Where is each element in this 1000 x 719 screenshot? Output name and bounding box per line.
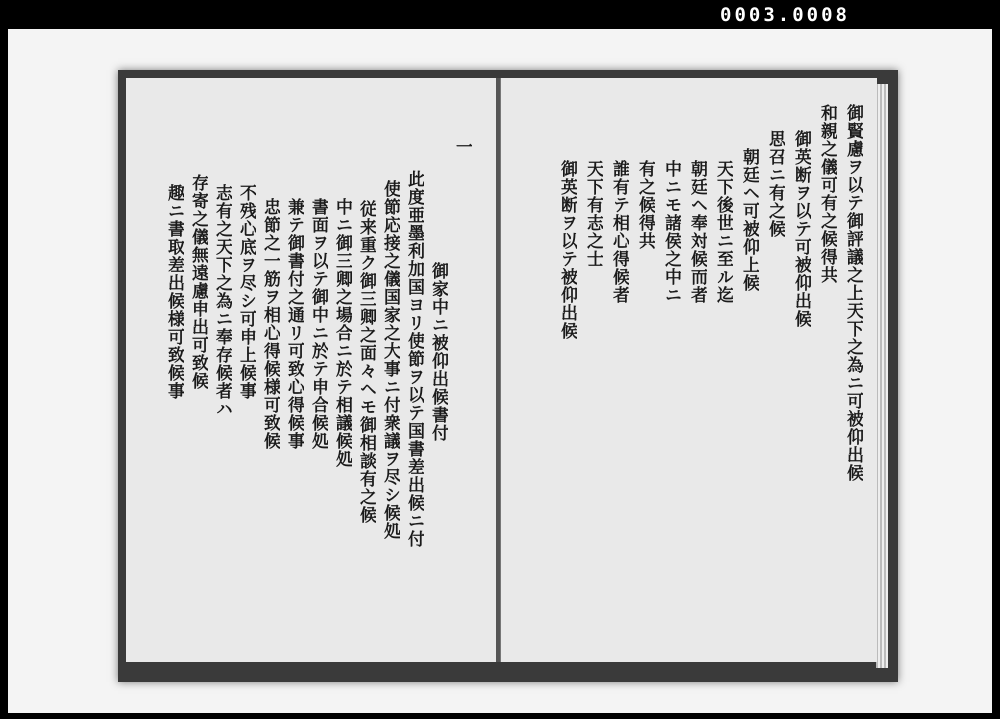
text-column: 朝廷ヘ奉対候而者 [687, 160, 707, 304]
text-column: 此度亜墨利加国ヨリ使節ヲ以テ国書差出候ニ付 [404, 170, 424, 548]
text-column: 中ニモ諸侯之中ニ [661, 160, 681, 304]
text-column: 御英断ヲ以テ被仰出候 [557, 160, 577, 340]
text-column: 使節応接之儀国家之大事ニ付衆議ヲ尽シ候処 [380, 180, 400, 540]
text-column: 忠節之一筋ヲ相心得候様可致候 [260, 198, 280, 450]
text-column: 御英断ヲ以テ可被仰出候 [791, 130, 811, 328]
right-page-text [511, 88, 863, 652]
left-page-text [144, 88, 472, 652]
text-column: 兼テ御書付之通リ可致心得候事 [284, 198, 304, 450]
text-column: 朝廷ヘ可被仰上候 [739, 148, 759, 292]
text-column: 御家中ニ被仰出候書付 [428, 262, 448, 442]
text-column: 趣ニ書取差出候様可致候事 [164, 184, 184, 400]
text-column: 天下有志之士 [583, 160, 603, 268]
text-column: 書面ヲ以テ御中ニ於テ申合候処 [308, 198, 328, 450]
text-column: 天下後世ニ至ル迄 [713, 160, 733, 304]
text-column: 一 [452, 138, 472, 156]
text-column: 中ニ御三卿之場合ニ於テ相議候処 [332, 198, 352, 468]
left-page [126, 78, 497, 662]
page-edges [876, 84, 888, 668]
text-column: 有之候得共 [635, 160, 655, 250]
text-column: 思召ニ有之候 [765, 130, 785, 238]
text-column: 和親之儀可有之候得共 [817, 104, 837, 284]
text-column: 従来重ク御三卿之面々ヘモ御相談有之候 [356, 200, 376, 524]
text-column: 志有之天下之為ニ奉存候者ハ [212, 184, 232, 418]
frame-number: 0003.0008 [720, 4, 850, 26]
right-page [500, 78, 877, 662]
text-column: 誰有テ相心得候者 [609, 160, 629, 304]
text-column: 存寄之儀無遠慮申出可致候 [188, 174, 208, 390]
text-column: 御賢慮ヲ以テ御評議之上天下之為ニ可被仰出候 [843, 104, 863, 482]
text-column: 不残心底ヲ尽シ可申上候事 [236, 184, 256, 400]
